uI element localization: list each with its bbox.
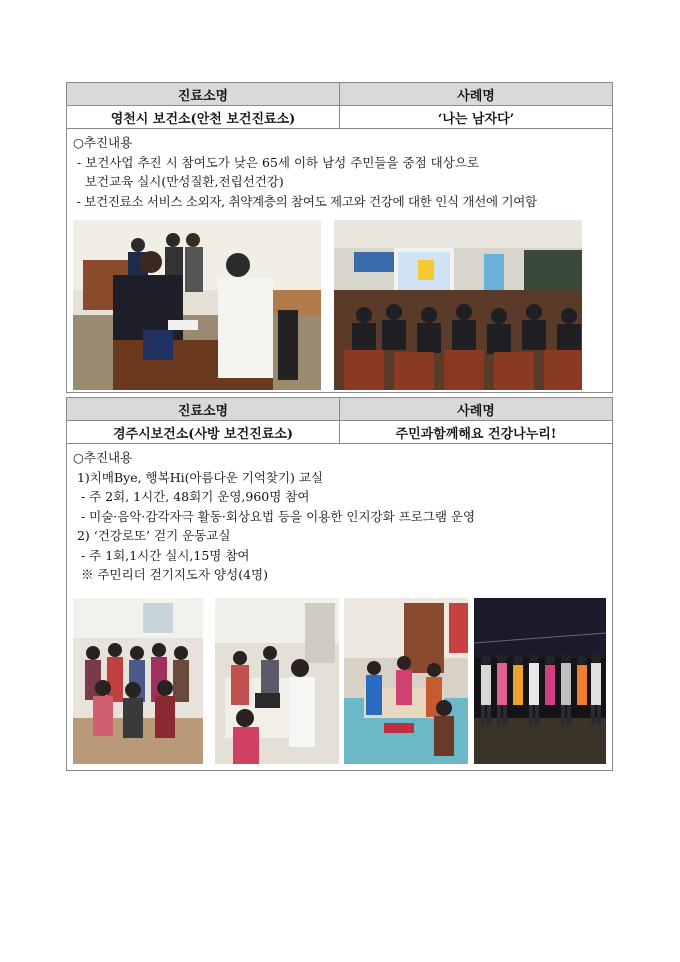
case1-header-row (67, 83, 612, 106)
case2-content (67, 444, 612, 585)
case1-content (67, 129, 612, 211)
photo-health-check-table (215, 598, 339, 764)
case2-header-row (67, 398, 612, 421)
case1-line: - 보건진료소 서비스 소외자, 취약계층의 참여도 제고와 건강에 대한 인식 개선에 기여함 (73, 193, 537, 209)
case2-clinic-name: 경주시보건소(사방 보건진료소) (112, 426, 294, 442)
case1-header-clinic: 진료소명 (177, 88, 229, 104)
photo-health-education-session (334, 220, 582, 390)
photo-art-activity (344, 598, 468, 764)
case2-line: - 주 1회,1시간 실시,15명 참여 (73, 547, 250, 563)
case1-line: - 보건사업 추진 시 참여도가 낮은 65세 이하 남성 주민들을 중점 대상으로 (73, 154, 479, 170)
case2-line: - 주 2회, 1시간, 48회기 운영,960명 참여 (73, 489, 310, 504)
photo-dementia-class-group (73, 598, 203, 764)
case2-case-name: 주민과함께해요 건강나누리! (339, 421, 612, 443)
photo-blood-pressure-check (73, 220, 321, 390)
case2-line: 2) ‘건강로또’ 걷기 운동교실 (73, 528, 231, 543)
case2-line: - 미술·음악·감각자극 활동·회상요법 등을 이용한 인지강화 프로그램 운영 (73, 508, 476, 524)
case1-clinic-name: 영천시 보건소(안천 보건진료소) (110, 111, 296, 127)
photo-walking-class-night (474, 598, 606, 764)
case2-line: 1)치매Bye, 행복Hi(아름다운 기억찾기) 교실 (73, 469, 324, 485)
case2-line: ○추진내용 (73, 450, 133, 465)
case2-title-row (67, 421, 612, 444)
case1-case-name: ‘나는 남자다’ (339, 106, 612, 128)
case1-header-case: 사례명 (339, 83, 612, 105)
case-card-1 (66, 82, 613, 393)
case2-line: ※ 주민리더 걷기지도자 양성(4명) (73, 567, 268, 582)
case1-line: ○추진내용 (73, 135, 133, 150)
case1-title-row (67, 106, 612, 129)
case-card-2 (66, 397, 613, 771)
case2-header-clinic: 진료소명 (177, 403, 229, 419)
case1-line: 보건교육 실시(만성질환,전립선건강) (73, 174, 284, 189)
case2-header-case: 사례명 (339, 398, 612, 420)
